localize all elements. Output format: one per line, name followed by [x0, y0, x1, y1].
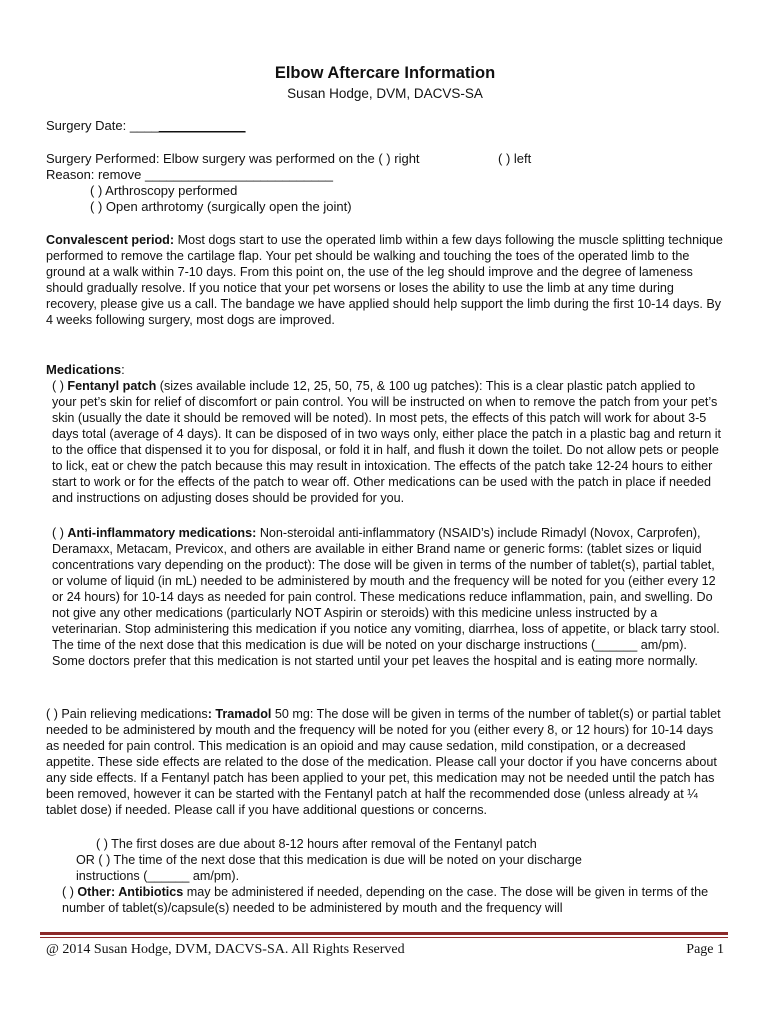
antiinflammatory-text: Non-steroidal anti-inflammatory (NSAID’s) include Rimadyl (Novox, Carprofen), Deramaxx, Metacam, Previcox, and others are available in either Brand name or generic forms: (tablet sizes or liquid concentrations vary depending on the product): The dose will be given in terms of the number of tablet(s), partial tablet, or volume of liquid (in mL) needed to be administered by mouth and the frequency will be noted for you (either every 12 or 24 hours) for 10-14 days as needed for pain control. These medications reduce inflammation, pain, and swelling. Do not give any other medications (particularly NOT Aspirin or steroids) with this medicine unless instructed by a veterinarian. Stop administering this medication if you notice any vomiting, diarrhea, loss of appetite, or black tarry stool. The time of the next dose that this medication is due will be noted on your discharge instructions (______ am/pm). Some doctors prefer that this medication is not started until your pet leaves the hospital and is eating more normally. — [52, 526, 720, 668]
tramadol-text: 50 mg: The dose will be given in terms of the number of tablet(s) or partial tablet needed to be administered by mouth and the frequency will be noted for you (either every 8, or 12 hours) for 10-14 days as needed for pain control. This medication is an opioid and may cause sedation, mild constipation, or a decreased appetite. These side effects are related to the dose of the medication. Please call your doctor if you have concerns about any side effects. If a Fentanyl patch has been applied to your pet, this medication may not be needed until the patch has been removed, however it can be started with the Fentanyl patch at half the recommended dose (unless already at ¼ tablet dose) if needed. Please call if you have additional questions or concerns. — [46, 707, 721, 817]
footer-copyright: @ 2014 Susan Hodge, DVM, DACVS-SA. All Rights Reserved — [46, 942, 405, 957]
footer-page-number: Page 1 — [686, 942, 724, 957]
footer-rule-thick — [40, 932, 728, 935]
surgery-date-label: Surgery Date: ____ — [46, 118, 159, 133]
tramadol-first-dose: ( ) The first doses are due about 8-12 hours after removal of the Fentanyl patch — [96, 837, 537, 851]
tramadol-or-line: OR ( ) The time of the next dose that this medication is due will be noted on your discharge — [76, 853, 582, 867]
tramadol-prefix: Pain relieving medications — [57, 707, 208, 721]
author-line: Susan Hodge, DVM, DACVS-SA — [287, 86, 483, 101]
tramadol-item — [46, 706, 726, 818]
page-title: Elbow Aftercare Information — [274, 64, 496, 82]
surgery-date-line — [46, 118, 246, 134]
surgery-performed-line: Surgery Performed: Elbow surgery was performed on the ( ) right — [46, 151, 420, 166]
antiinflammatory-name: Anti-inflammatory medications: — [67, 526, 257, 540]
medications-heading-colon: : — [121, 362, 125, 377]
option-arthroscopy: ( ) Arthroscopy performed — [90, 183, 238, 198]
tramadol-colon: : — [207, 707, 212, 721]
tramadol-check: ( ) — [46, 707, 58, 721]
fentanyl-text: (sizes available include 12, 25, 50, 75, & 100 ug patches): This is a clear plastic patch applied to your pet’s skin for relief of discomfort or pain control. You will be instructed on when to remove the patch from your pet’s skin (usually the date it should be removed will be noted). In most pets, the effects of this patch will work for about 3-5 days total (average of 4 days). It can be disposed of in two ways only, either place the patch in a plastic bag and return it to the office that dispensed it to you for disposal, or fold it in half, and flush it down the toilet. Do not allow pets or people to lick, eat or chew the patch because this may result in intoxication. The effects of the patch take 12-24 hours to either start to work or for the effects of the patch to wear off. Other medications can be used with the patch in place if needed and instructions on adjusting doses should be provided for you. — [52, 379, 722, 505]
convalescent-heading: Convalescent period: — [46, 233, 175, 247]
other-name: Other: Antibiotics — [77, 885, 184, 899]
convalescent-paragraph — [46, 232, 726, 328]
medications-heading-line — [46, 362, 125, 378]
reason-line: Reason: remove __________________________ — [46, 167, 333, 182]
left-option: ( ) left — [498, 151, 532, 166]
fentanyl-name: Fentanyl patch — [67, 379, 157, 393]
medications-heading: Medications — [46, 362, 122, 377]
other-text: may be administered if needed, depending on the case. The dose will be given in terms of the number of tablet(s)/capsule(s) needed to be administered by mouth and the frequency will — [62, 885, 709, 915]
footer-rule-thin — [40, 937, 728, 938]
fentanyl-check: ( ) — [52, 379, 64, 393]
option-arthrotomy: ( ) Open arthrotomy (surgically open the joint) — [90, 199, 352, 214]
tramadol-or-line-2: instructions (______ am/pm). — [76, 869, 240, 883]
surgery-date-blank: ____________ — [158, 118, 246, 133]
antiinflammatory-item — [52, 525, 722, 669]
antiinflammatory-check: ( ) — [52, 526, 64, 540]
convalescent-text: Most dogs start to use the operated limb within a few days following the muscle splitting technique performed to remove the cartilage flap. Your pet should be walking and touching the toes of the operated limb to the ground at a walk within 7-10 days. From this point on, the use of the leg should improve and the degree of lameness should gradually resolve. If you notice that your pet worsens or loses the ability to use the limb at any time during recovery, please give us a call. The bandage we have applied should help support the limb during the first 10-14 days. By 4 weeks following surgery, most dogs are improved. — [46, 233, 723, 327]
tramadol-name: Tramadol — [211, 707, 272, 721]
fentanyl-item — [52, 378, 722, 506]
other-item — [62, 884, 726, 916]
other-check: ( ) — [62, 885, 74, 899]
